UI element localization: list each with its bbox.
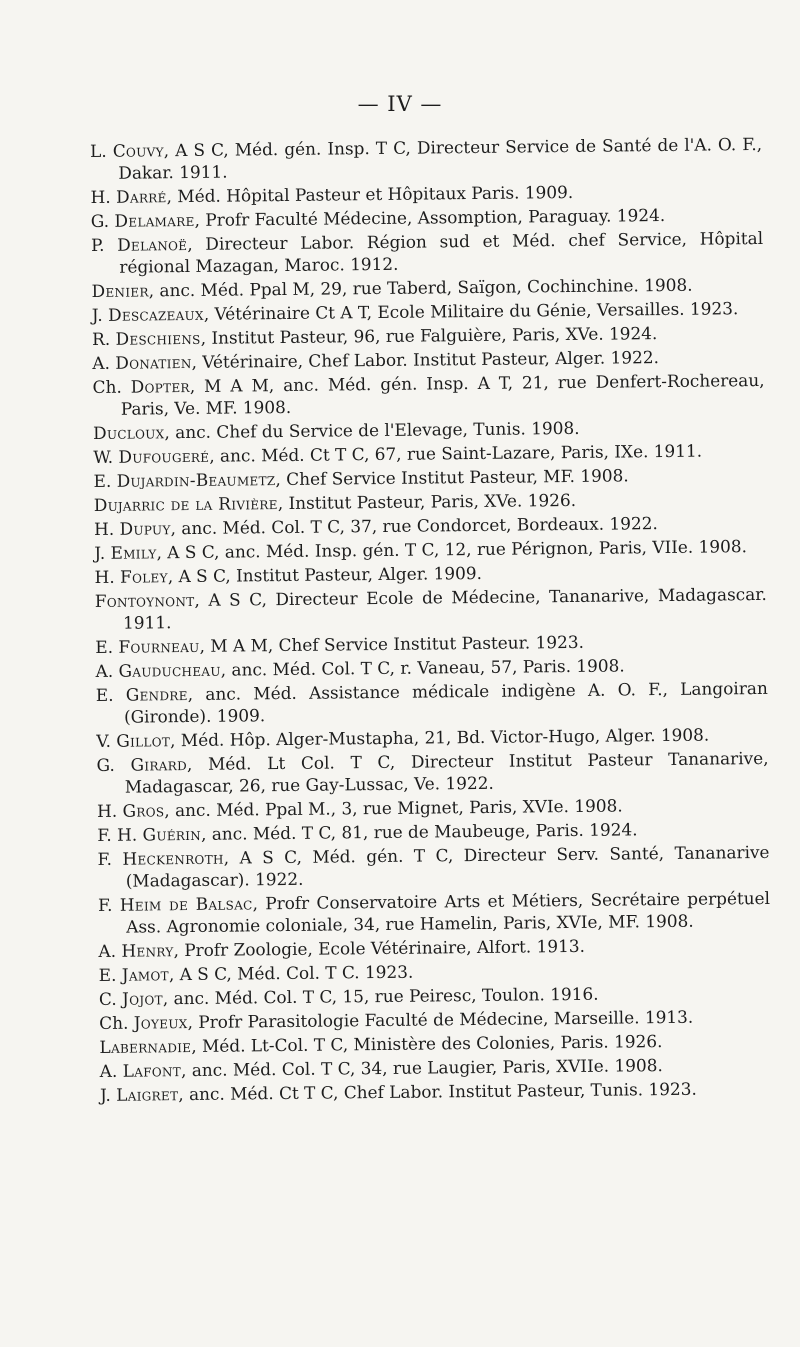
entry-surname: Dufougeré xyxy=(118,445,210,467)
entry-surname: Descazeaux xyxy=(107,303,204,325)
entry-surname: Joyeux xyxy=(133,1012,188,1033)
entry-details: , anc. Méd. Col. T C, 37, rue Condorcet, Bordeaux. 1922. xyxy=(170,513,658,539)
entry-initials: A. xyxy=(95,660,114,681)
entry-surname: Henry xyxy=(121,940,174,961)
entry-details: , anc. Méd. Ppal M, 29, rue Taberd, Saïgon, Cochinchine. 1908. xyxy=(148,274,693,301)
entry-surname: Gauducheau xyxy=(118,659,221,681)
entry-surname: Dujarric de la Rivière xyxy=(93,493,278,515)
entry-surname: Jamot xyxy=(121,964,170,985)
entry-surname: Heim de Balsac xyxy=(119,893,253,915)
page-number: — IV — xyxy=(357,92,443,116)
entry-surname: Gros xyxy=(122,800,165,821)
entry-initials: J. xyxy=(94,542,106,563)
entry-details: , anc. Méd. Ct T C, Chef Labor. Institut Pasteur, Tunis. 1923. xyxy=(178,1078,697,1105)
entry-details: , A S C, Directeur Ecole de Médecine, Tananarive, Madagascar. 1911. xyxy=(122,583,767,633)
entry-initials: J. xyxy=(99,1084,111,1105)
entry-initials: G. xyxy=(96,754,115,775)
entry-details: , anc. Méd. Assistance médicale indigène A. O. F., Langoiran (Gironde). 1909. xyxy=(123,677,768,727)
list-item xyxy=(95,583,767,634)
entry-details: , anc. Méd. Col. T C, 15, rue Peiresc, Toulon. 1916. xyxy=(162,983,599,1009)
entry-initials: P. xyxy=(90,234,105,255)
entry-surname: Dopter xyxy=(130,375,190,397)
entry-surname: Ducloux xyxy=(92,422,165,443)
entry-initials: H. xyxy=(90,186,111,207)
list-item xyxy=(90,133,762,184)
entry-initials: L. xyxy=(90,140,107,161)
list-item xyxy=(100,1077,772,1106)
entry-details: , anc. Méd. Col. T C, r. Vaneau, 57, Paris. 1908. xyxy=(220,655,625,680)
entry-initials: Ch. xyxy=(92,376,122,397)
entry-initials: C. xyxy=(98,988,117,1009)
entry-surname: Dujardin-Beaumetz xyxy=(116,469,276,491)
entry-initials: G. xyxy=(90,210,110,231)
entry-initials: H. xyxy=(96,800,118,821)
list-item xyxy=(96,747,768,798)
entry-surname: Deschiens xyxy=(115,327,201,349)
entry-details: , Méd. Lt Col. T C, Directeur Institut Pasteur Tananarive, Madagascar, 26, rue Gay-Lussac, Ve. 1922. xyxy=(124,747,769,797)
list-item xyxy=(96,677,768,728)
list-item xyxy=(97,841,769,892)
entry-initials: V. xyxy=(96,730,112,751)
entry-details: , anc. Méd. T C, 81, rue de Maubeuge, Paris. 1924. xyxy=(200,819,638,844)
entry-initials: E. xyxy=(95,636,114,657)
entry-initials: A. xyxy=(99,1060,118,1081)
entry-surname: Gillot xyxy=(116,730,171,751)
entry-surname: Darré xyxy=(115,186,167,207)
entry-details: , A S C, Méd. gén. Insp. T C, Directeur Service de Santé de l'A. O. F., Dakar. 1911. xyxy=(118,133,763,183)
entry-details: , A S C, Méd. Col. T C. 1923. xyxy=(168,961,414,985)
entry-initials: W. xyxy=(93,446,114,467)
entry-initials: E. xyxy=(93,470,112,491)
entry-initials: F. xyxy=(97,848,113,869)
entry-initials: E. xyxy=(98,964,117,985)
entry-details: , Directeur Labor. Région sud et Méd. chef Service, Hôpital régional Mazagan, Maroc. 1912. xyxy=(119,227,764,277)
entry-details: , Institut Pasteur, Paris, XVe. 1926. xyxy=(277,489,577,514)
entry-details: , Institut Pasteur, 96, rue Falguière, Paris, XVe. 1924. xyxy=(200,323,658,348)
entry-details: , M A M, Chef Service Institut Pasteur. 1923. xyxy=(199,631,585,656)
entry-surname: Foley xyxy=(119,566,168,587)
entry-details: , anc. Méd. Col. T C, 34, rue Laugier, Paris, XVIIe. 1908. xyxy=(180,1055,663,1081)
entry-details: , anc. Chef du Service de l'Elevage, Tunis. 1908. xyxy=(164,417,580,443)
entry-details: , Méd. Lt-Col. T C, Ministère des Colonies, Paris. 1926. xyxy=(191,1031,663,1056)
list-item xyxy=(91,227,763,278)
entry-initials: F. H. xyxy=(97,824,138,845)
entry-details: , Profr Faculté Médecine, Assomption, Paraguay. 1924. xyxy=(194,204,666,230)
entry-details: , Profr Parasitologie Faculté de Médecine, Marseille. 1913. xyxy=(187,1006,694,1033)
entry-initials: H. xyxy=(93,518,115,539)
entry-details: , anc. Méd. Ct T C, 67, rue Saint-Lazare, Paris, IXe. 1911. xyxy=(209,440,703,466)
entry-details: , Profr Zoologie, Ecole Vétérinaire, Alfort. 1913. xyxy=(173,935,586,961)
entry-surname: Gendre xyxy=(125,684,188,705)
entry-surname: Lafont xyxy=(122,1060,182,1081)
entry-surname: Emily xyxy=(110,542,157,563)
list-item xyxy=(98,887,770,938)
entry-surname: Labernadie xyxy=(99,1035,192,1057)
entry-surname: Heckenroth xyxy=(122,847,224,869)
entry-surname: Fourneau xyxy=(118,635,200,657)
entry-details: , A S C, Méd. gén. T C, Directeur Serv. Santé, Tananarive (Madagascar). 1922. xyxy=(125,841,770,891)
entry-initials: A. xyxy=(98,940,117,961)
entry-initials: F. xyxy=(97,894,113,915)
entry-details: , A S C, anc. Méd. Insp. gén. T C, 12, rue Pérignon, Paris, VIIe. 1908. xyxy=(156,536,748,563)
entry-surname: Delanoë xyxy=(117,233,188,255)
entry-surname: Laigret xyxy=(116,1084,179,1105)
entry-details: , Profr Conservatoire Arts et Métiers, Secrétaire perpétuel Ass. Agronomie coloniale, 34, rue Hamelin, Paris, XVIe, MF. 1908. xyxy=(126,887,771,937)
entry-surname: Delamare xyxy=(114,209,195,231)
entry-initials: H. xyxy=(94,566,115,587)
entry-details: , Méd. Hôp. Alger-Mustapha, 21, Bd. Victor-Hugo, Alger. 1908. xyxy=(169,724,710,751)
list-item xyxy=(92,369,764,420)
entry-surname: Guérin xyxy=(142,823,202,845)
entry-details: , anc. Méd. Ppal M., 3, rue Mignet, Paris, XVIe. 1908. xyxy=(164,795,623,821)
entry-surname: Denier xyxy=(91,280,149,301)
entry-surname: Donatien xyxy=(115,351,192,373)
entry-initials: J. xyxy=(91,304,103,325)
entry-surname: Dupuy xyxy=(119,518,171,539)
entry-surname: Jojot xyxy=(121,988,163,1009)
entry-initials: R. xyxy=(91,328,111,349)
entry-surname: Couvy xyxy=(112,140,164,161)
entry-initials: Ch. xyxy=(99,1012,129,1033)
entry-initials: E. xyxy=(95,684,114,705)
entry-details: , Vétérinaire, Chef Labor. Institut Pasteur, Alger. 1922. xyxy=(191,347,660,372)
entry-surname: Girard xyxy=(130,754,188,775)
member-list xyxy=(90,133,772,1108)
entry-surname: Fontoynont xyxy=(94,589,195,611)
entry-details: , Méd. Hôpital Pasteur et Hôpitaux Paris. 1909. xyxy=(166,181,574,207)
entry-initials: A. xyxy=(92,352,111,373)
entry-details: , Chef Service Institut Pasteur, MF. 1908. xyxy=(275,465,629,490)
entry-details: , Vétérinaire Ct A T, Ecole Militaire du Génie, Versailles. 1923. xyxy=(203,298,739,324)
entry-details: , M A M, anc. Méd. gén. Insp. A T, 21, rue Denfert-Rochereau, Paris, Ve. MF. 1908. xyxy=(120,369,765,419)
entry-details: , A S C, Institut Pasteur, Alger. 1909. xyxy=(167,562,483,587)
